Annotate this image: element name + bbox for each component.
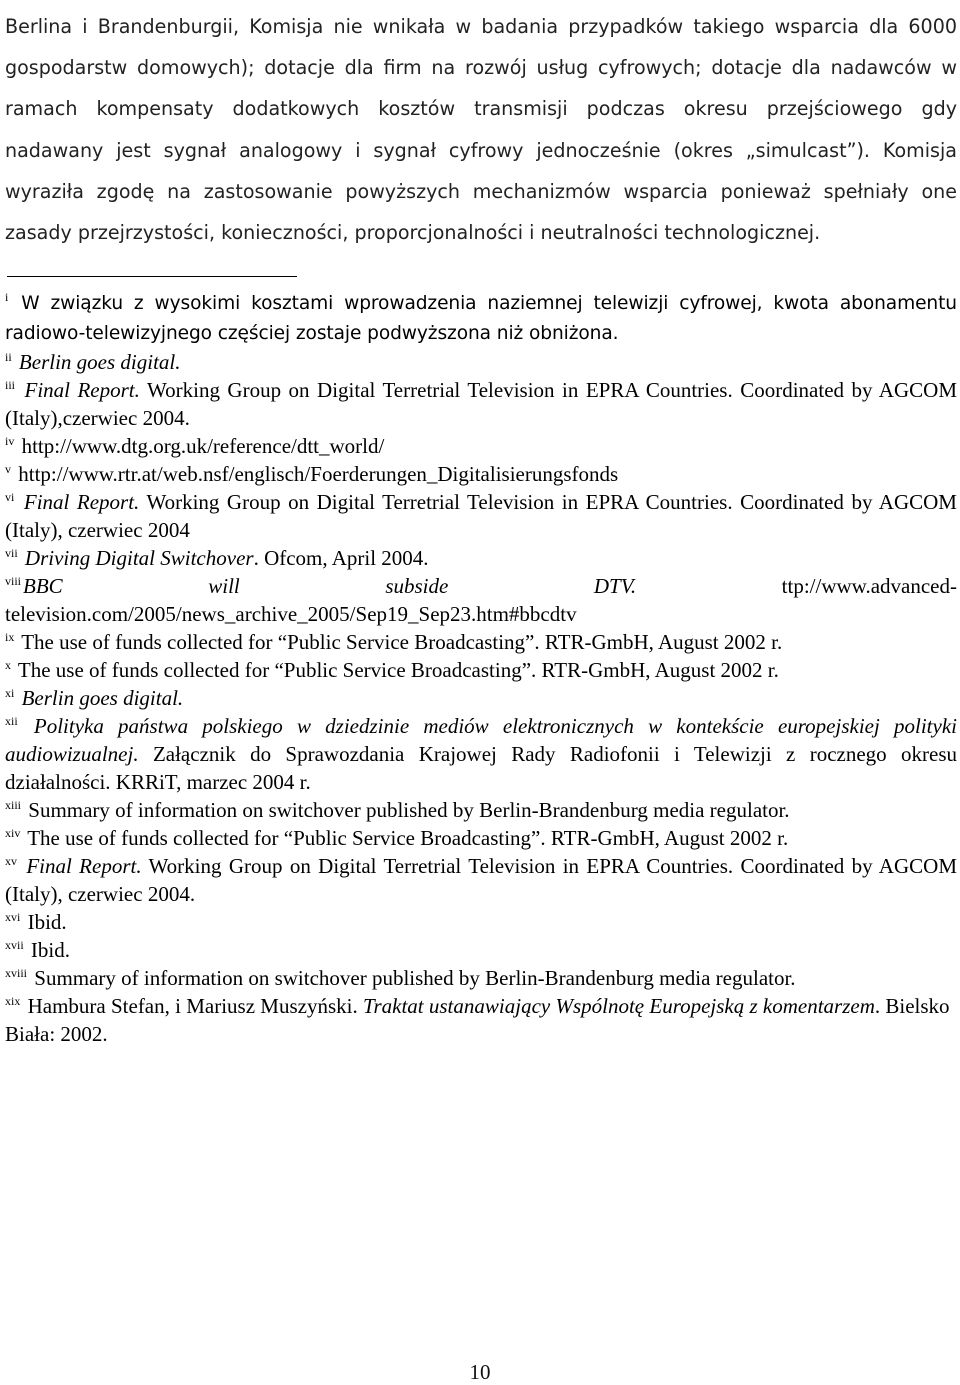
endnote	[5, 572, 957, 628]
footnote-separator	[7, 276, 297, 277]
endnote-text: Berlin goes digital.	[13, 350, 181, 374]
endnote-text: Summary of information on switchover published by Berlin-Brandenburg media regulator.	[23, 798, 790, 822]
endnote	[5, 936, 957, 964]
endnote-continuation: Biała: 2002.	[5, 1022, 108, 1046]
endnote	[5, 432, 957, 460]
page-number: 10	[469, 1360, 491, 1384]
endnote-text: Ibid.	[22, 910, 67, 934]
endnote-text: The use of funds collected for “Public Service Broadcasting”. RTR-GmbH, August 2002 r.	[13, 658, 779, 682]
endnote-text: http://www.rtr.at/web.nsf/englisch/Foerderungen_Digitalisierungsfonds	[13, 462, 619, 486]
endnote-marker: x	[5, 658, 11, 672]
endnote	[5, 628, 957, 656]
endnote-marker: xix	[5, 994, 21, 1008]
endnote-text: Final Report.	[16, 490, 140, 514]
endnote-marker: xviii	[5, 966, 28, 980]
endnote	[5, 460, 957, 488]
endnote	[5, 796, 957, 824]
endnote	[5, 684, 957, 712]
endnote-marker: iii	[5, 378, 16, 392]
endnote-marker: vi	[5, 490, 15, 504]
endnote-marker: ii	[5, 350, 12, 364]
endnote-marker: i	[5, 290, 9, 304]
endnote	[5, 288, 957, 348]
endnote-text: The use of funds collected for “Public Service Broadcasting”. RTR-GmbH, August 2002 r.	[22, 826, 789, 850]
endnote-marker: ix	[5, 630, 15, 644]
endnote-marker: xvi	[5, 910, 21, 924]
endnote	[5, 908, 957, 936]
endnote-text: Hambura Stefan, i Mariusz Muszyński.	[22, 994, 363, 1018]
endnote	[5, 964, 957, 992]
endnote-text: ttp://www.advanced-television.com/2005/news_archive_2005/Sep19_Sep23.htm#bbcdtv	[5, 574, 957, 626]
endnote-text: Traktat ustanawiający Wspólnotę Europejską z komentarzem	[362, 994, 875, 1018]
endnotes-list	[5, 288, 957, 1048]
endnote-marker: xv	[5, 854, 17, 868]
endnote-text: W związku z wysokimi kosztami wprowadzenia naziemnej telewizji cyfrowej, kwota abonamentu radiowo-telewizyjnego częściej zostaje podwyższona niż obniżona.	[5, 293, 957, 344]
body-text	[5, 6, 957, 253]
endnote-text: Final Report.	[17, 378, 140, 402]
endnote	[5, 544, 957, 572]
endnote-marker: xiv	[5, 826, 21, 840]
endnote	[5, 712, 957, 796]
endnote	[5, 852, 957, 908]
endnote-text: Working Group on Digital Terretrial Television in EPRA Countries. Coordinated by AGCOM (Italy), czerwiec 2004	[5, 490, 957, 542]
body-paragraph: Berlina i Brandenburgii, Komisja nie wnikała w badania przypadków takiego wsparcia dla 6000 gospodarstw domowych); dotacje dla firm na rozwój usług cyfrowych; dotacje dla nadawców w ramach kompensaty dodatkowych kosztów transmisji podczas okresu przejściowego gdy nadawany jest sygnał analogowy i sygnał cyfrowy jednocześnie (okres „simulcast”). Komisja wyraziła zgodę na zastosowanie powyższych mechanizmów wsparcia ponieważ spełniały one zasady przejrzystości, konieczności, proporcjonalności i neutralności technologicznej.	[5, 15, 957, 245]
endnote-text: . Bielsko	[874, 994, 950, 1018]
endnote-text: Berlin goes digital.	[16, 686, 184, 710]
endnote-text: Final Report.	[19, 854, 142, 878]
endnote-text: Ibid.	[25, 938, 70, 962]
endnote	[5, 348, 957, 376]
endnote	[5, 376, 957, 432]
endnote-marker: v	[5, 462, 11, 476]
endnote-text: The use of funds collected for “Public Service Broadcasting”. RTR-GmbH, August 2002 r.	[16, 630, 783, 654]
endnote-marker: iv	[5, 434, 15, 448]
endnote-marker: vii	[5, 546, 18, 560]
endnote-text: Driving Digital Switchover	[19, 546, 254, 570]
endnote-text: BBC will subside DTV.	[23, 574, 637, 598]
endnote	[5, 488, 957, 544]
endnote	[5, 824, 957, 852]
endnote-marker: xvii	[5, 938, 24, 952]
endnote-marker: xiii	[5, 798, 22, 812]
endnote-marker: xii	[5, 714, 18, 728]
endnote-marker: viii	[5, 574, 22, 588]
endnote	[5, 656, 957, 684]
endnote	[5, 992, 957, 1020]
endnote-text: Polityka państwa polskiego w dziedzinie mediów elektronicznych w kontekście europejskiej polityki audiowizualnej.	[5, 714, 957, 766]
endnote-text: Working Group on Digital Terretrial Television in EPRA Countries. Coordinated by AGCOM (Italy),czerwiec 2004.	[5, 378, 957, 430]
endnote-text: Summary of information on switchover published by Berlin-Brandenburg media regulator.	[29, 966, 796, 990]
endnote-text: Working Group on Digital Terretrial Television in EPRA Countries. Coordinated by AGCOM (Italy), czerwiec 2004.	[5, 854, 957, 906]
endnote-marker: xi	[5, 686, 15, 700]
endnote-text: Załącznik do Sprawozdania Krajowej Rady Radiofonii i Telewizji z rocznego okresu działalności. KRRiT, marzec 2004 r.	[5, 742, 957, 794]
endnote-text: . Ofcom, April 2004.	[253, 546, 429, 570]
endnote-text: http://www.dtg.org.uk/reference/dtt_world/	[16, 434, 385, 458]
